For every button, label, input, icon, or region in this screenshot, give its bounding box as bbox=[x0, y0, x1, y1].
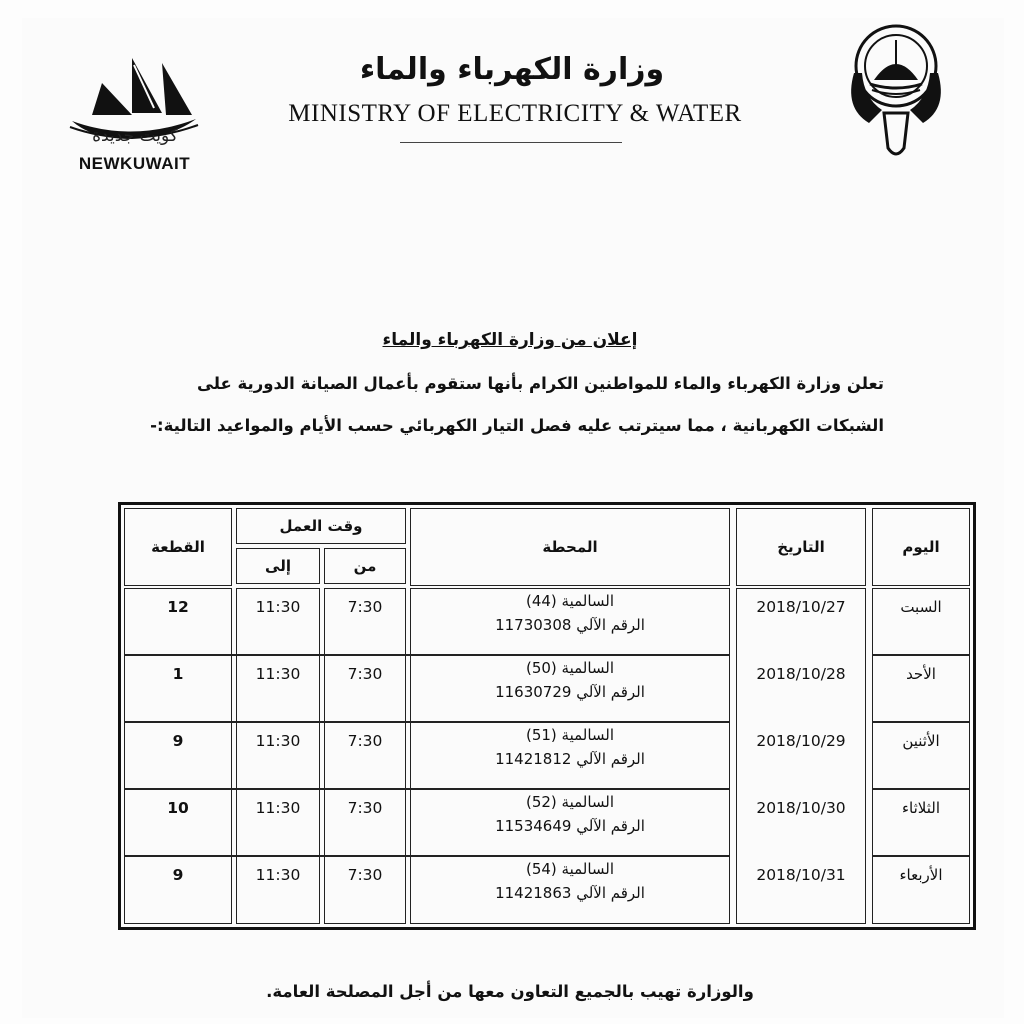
station-auto-number: الرقم الآلي 11421812 bbox=[495, 750, 645, 768]
cell-station bbox=[410, 789, 730, 856]
cell-from bbox=[324, 722, 406, 789]
block-text: 1 bbox=[172, 665, 184, 683]
cell-to bbox=[236, 588, 320, 655]
to-text: 11:30 bbox=[255, 598, 301, 616]
cell-from bbox=[324, 655, 406, 722]
cell-to bbox=[236, 856, 320, 923]
block-text: 12 bbox=[167, 598, 189, 616]
header-work-time bbox=[236, 508, 406, 544]
header-to bbox=[236, 548, 320, 584]
block-text: 9 bbox=[172, 866, 184, 884]
header-date-label: التاريخ bbox=[777, 538, 825, 556]
block-text: 9 bbox=[172, 732, 184, 750]
date-text: 2018/10/28 bbox=[756, 665, 846, 683]
from-text: 7:30 bbox=[347, 598, 383, 616]
station-name: السالمية (51) bbox=[525, 726, 615, 744]
to-text: 11:30 bbox=[255, 665, 301, 683]
ministry-name-arabic: وزارة الكهرباء والماء bbox=[359, 52, 665, 87]
kuwait-emblem-icon bbox=[834, 18, 964, 168]
from-text: 7:30 bbox=[347, 866, 383, 884]
header-from bbox=[324, 548, 406, 584]
station-name: السالمية (54) bbox=[525, 860, 615, 878]
cell-block bbox=[124, 722, 232, 789]
cell-day bbox=[872, 789, 970, 856]
cell-date bbox=[736, 722, 866, 789]
header-work-time-label: وقت العمل bbox=[279, 517, 363, 535]
station-name: السالمية (52) bbox=[525, 793, 615, 811]
day-text: الأثنين bbox=[902, 732, 940, 750]
header-from-label: من bbox=[353, 557, 377, 575]
header-to-label: إلى bbox=[265, 557, 291, 575]
cell-day bbox=[872, 655, 970, 722]
cell-from bbox=[324, 856, 406, 923]
closing-statement: والوزارة تهيب بالجميع التعاون معها من أجل المصلحة العامة. bbox=[266, 982, 754, 1001]
header-day-label: اليوم bbox=[902, 538, 940, 556]
header-block bbox=[124, 508, 232, 586]
cell-date bbox=[736, 655, 866, 722]
station-name: السالمية (50) bbox=[525, 659, 615, 677]
station-auto-number: الرقم الآلي 11534649 bbox=[495, 817, 645, 835]
cell-day bbox=[872, 722, 970, 789]
cell-from bbox=[324, 789, 406, 856]
header-block-label: القطعة bbox=[151, 538, 205, 556]
cell-day bbox=[872, 856, 970, 923]
from-text: 7:30 bbox=[347, 665, 383, 683]
cell-block bbox=[124, 655, 232, 722]
date-text: 2018/10/31 bbox=[756, 866, 846, 884]
cell-station bbox=[410, 655, 730, 722]
date-text: 2018/10/30 bbox=[756, 799, 846, 817]
announcement-line-2: الشبكات الكهربانية ، مما سيترتب عليه فصل التيار الكهربائي حسب الأيام والمواعيد التالية:- bbox=[150, 416, 884, 435]
station-auto-number: الرقم الآلي 11730308 bbox=[495, 616, 645, 634]
station-auto-number: الرقم الآلي 11630729 bbox=[495, 683, 645, 701]
date-text: 2018/10/29 bbox=[756, 732, 846, 750]
cell-to bbox=[236, 655, 320, 722]
header-date bbox=[736, 508, 866, 586]
from-text: 7:30 bbox=[347, 799, 383, 817]
cell-day bbox=[872, 588, 970, 655]
date-text: 2018/10/27 bbox=[756, 598, 846, 616]
ministry-name-english: MINISTRY OF ELECTRICITY & WATER bbox=[288, 100, 742, 127]
block-text: 10 bbox=[167, 799, 189, 817]
station-name: السالمية (44) bbox=[525, 592, 615, 610]
to-text: 11:30 bbox=[255, 732, 301, 750]
cell-station bbox=[410, 722, 730, 789]
cell-block bbox=[124, 856, 232, 923]
announcement-title: إعلان من وزارة الكهرباء والماء bbox=[382, 330, 638, 350]
announcement-line-1: تعلن وزارة الكهرباء والماء للمواطنين الكرام بأنها ستقوم بأعمال الصيانة الدورية على bbox=[197, 374, 884, 393]
header-divider bbox=[400, 142, 622, 143]
day-text: الأربعاء bbox=[899, 866, 943, 884]
logo-english-text: NEWKUWAIT bbox=[78, 154, 191, 173]
cell-to bbox=[236, 722, 320, 789]
to-text: 11:30 bbox=[255, 799, 301, 817]
cell-date bbox=[736, 856, 866, 923]
cell-station bbox=[410, 588, 730, 655]
header-day bbox=[872, 508, 970, 586]
cell-block bbox=[124, 588, 232, 655]
logo-arabic-text: كويت جديدة bbox=[92, 126, 178, 146]
cell-station bbox=[410, 856, 730, 923]
from-text: 7:30 bbox=[347, 732, 383, 750]
cell-to bbox=[236, 789, 320, 856]
to-text: 11:30 bbox=[255, 866, 301, 884]
cell-block bbox=[124, 789, 232, 856]
station-auto-number: الرقم الآلي 11421863 bbox=[495, 884, 645, 902]
day-text: الثلاثاء bbox=[901, 799, 940, 817]
header-station-label: المحطة bbox=[542, 538, 598, 556]
cell-from bbox=[324, 588, 406, 655]
cell-date bbox=[736, 789, 866, 856]
day-text: الأحد bbox=[906, 665, 936, 683]
day-text: السبت bbox=[900, 598, 942, 616]
header-station bbox=[410, 508, 730, 586]
cell-date bbox=[736, 588, 866, 655]
